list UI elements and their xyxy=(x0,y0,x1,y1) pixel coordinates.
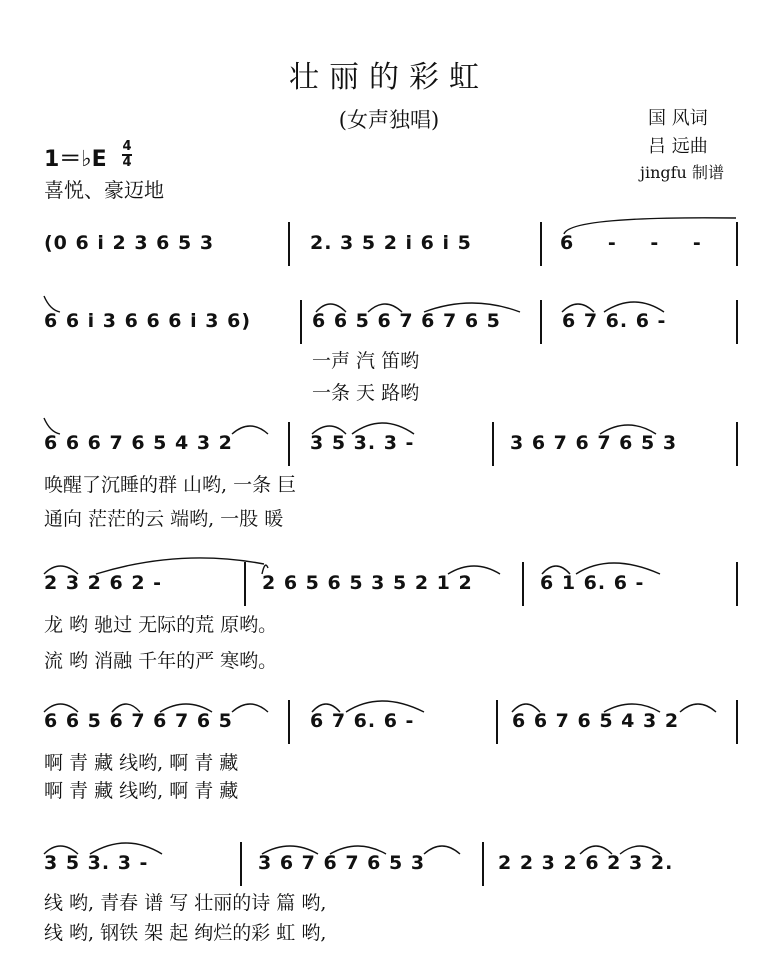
barline xyxy=(482,842,484,886)
measure-notes: 6 6 7 6 5 4 3 2 xyxy=(512,710,680,732)
measure-notes: (0 6 i 2 3 6 5 3 xyxy=(44,232,215,254)
barline xyxy=(736,300,738,344)
lyric-line-1: 线 哟, 青春 谱 写 壮丽的诗 篇 哟, xyxy=(44,892,327,914)
score-system-2 xyxy=(0,300,778,404)
score-system-6 xyxy=(0,842,778,944)
composer-credit: 吕 远曲 xyxy=(648,136,708,157)
lyric-line-1: 龙 哟 驰过 无际的荒 原哟。 xyxy=(44,614,278,636)
tempo-marking: 喜悦、豪迈地 xyxy=(44,178,164,202)
barline xyxy=(736,700,738,744)
song-subtitle: (女声独唱) xyxy=(338,108,440,132)
lyric-line-2: 啊 青 藏 线哟, 啊 青 藏 xyxy=(44,780,239,802)
lyric-line-2: 通向 茫茫的云 端哟, 一股 暖 xyxy=(44,508,284,530)
measure-notes: 6 6 i 3 6 6 6 i 3 6) xyxy=(44,310,252,332)
barline xyxy=(736,562,738,606)
lyric-line-2: 流 哟 消融 千年的严 寒哟。 xyxy=(44,650,278,672)
barline xyxy=(540,300,542,344)
key-signature: 1＝♭E xyxy=(44,147,107,172)
measure-notes: 2. 3 5 2 i 6 i 5 xyxy=(310,232,472,254)
tie-arc xyxy=(0,222,778,266)
measure-notes: 6 6 5 6 7 6 7 6 5 xyxy=(312,310,501,332)
score-system-5 xyxy=(0,700,778,802)
measure-notes: 6 7 6. 6 - xyxy=(310,710,415,732)
lyric-line-1: 啊 青 藏 线哟, 啊 青 藏 xyxy=(44,752,239,774)
measure-notes: 6 6 6 7 6 5 4 3 2 xyxy=(44,432,233,454)
score-system-4 xyxy=(0,562,778,672)
lyric-line-1: 唤醒了沉睡的群 山哟, 一条 巨 xyxy=(44,474,297,496)
barline xyxy=(522,562,524,606)
lyric-line-1: 一声 汽 笛哟 xyxy=(312,350,420,372)
barline xyxy=(492,422,494,466)
barline xyxy=(288,700,290,744)
measure-notes: 6 7 6. 6 - xyxy=(562,310,667,332)
barline xyxy=(240,842,242,886)
barline xyxy=(300,300,302,344)
lyric-line-2: 线 哟, 钢铁 架 起 绚烂的彩 虹 哟, xyxy=(44,922,327,944)
score-system-1 xyxy=(0,222,778,266)
song-title: 壮丽的彩虹 xyxy=(289,60,489,95)
measure-notes: 3 6 7 6 7 6 5 3 xyxy=(258,852,426,874)
measure-notes: 2 2 3 2 6 2 3 2. xyxy=(498,852,674,874)
measure-notes: 2 3 2 6 2 - xyxy=(44,572,163,594)
lyricist-credit: 国 风词 xyxy=(648,108,708,129)
barline xyxy=(736,422,738,466)
arranger-credit: jingfu 制谱 xyxy=(640,163,724,182)
measure-notes: 2 6 5 6 5 3 5 2 1 2 xyxy=(262,572,473,594)
measure-notes: 6 1 6. 6 - xyxy=(540,572,645,594)
measure-notes: 3 5 3. 3 - xyxy=(44,852,149,874)
score-system-3 xyxy=(0,422,778,530)
barline xyxy=(496,700,498,744)
measure-notes: 3 6 7 6 7 6 5 3 xyxy=(510,432,678,454)
barline xyxy=(288,422,290,466)
time-signature: 4 4 xyxy=(122,139,132,170)
measure-notes: 6 6 5 6 7 6 7 6 5 xyxy=(44,710,233,732)
barline xyxy=(244,562,246,606)
measure-notes: 6 - - - xyxy=(560,232,715,254)
measure-notes: 3 5 3. 3 - xyxy=(310,432,415,454)
lyric-line-2: 一条 天 路哟 xyxy=(312,382,420,404)
